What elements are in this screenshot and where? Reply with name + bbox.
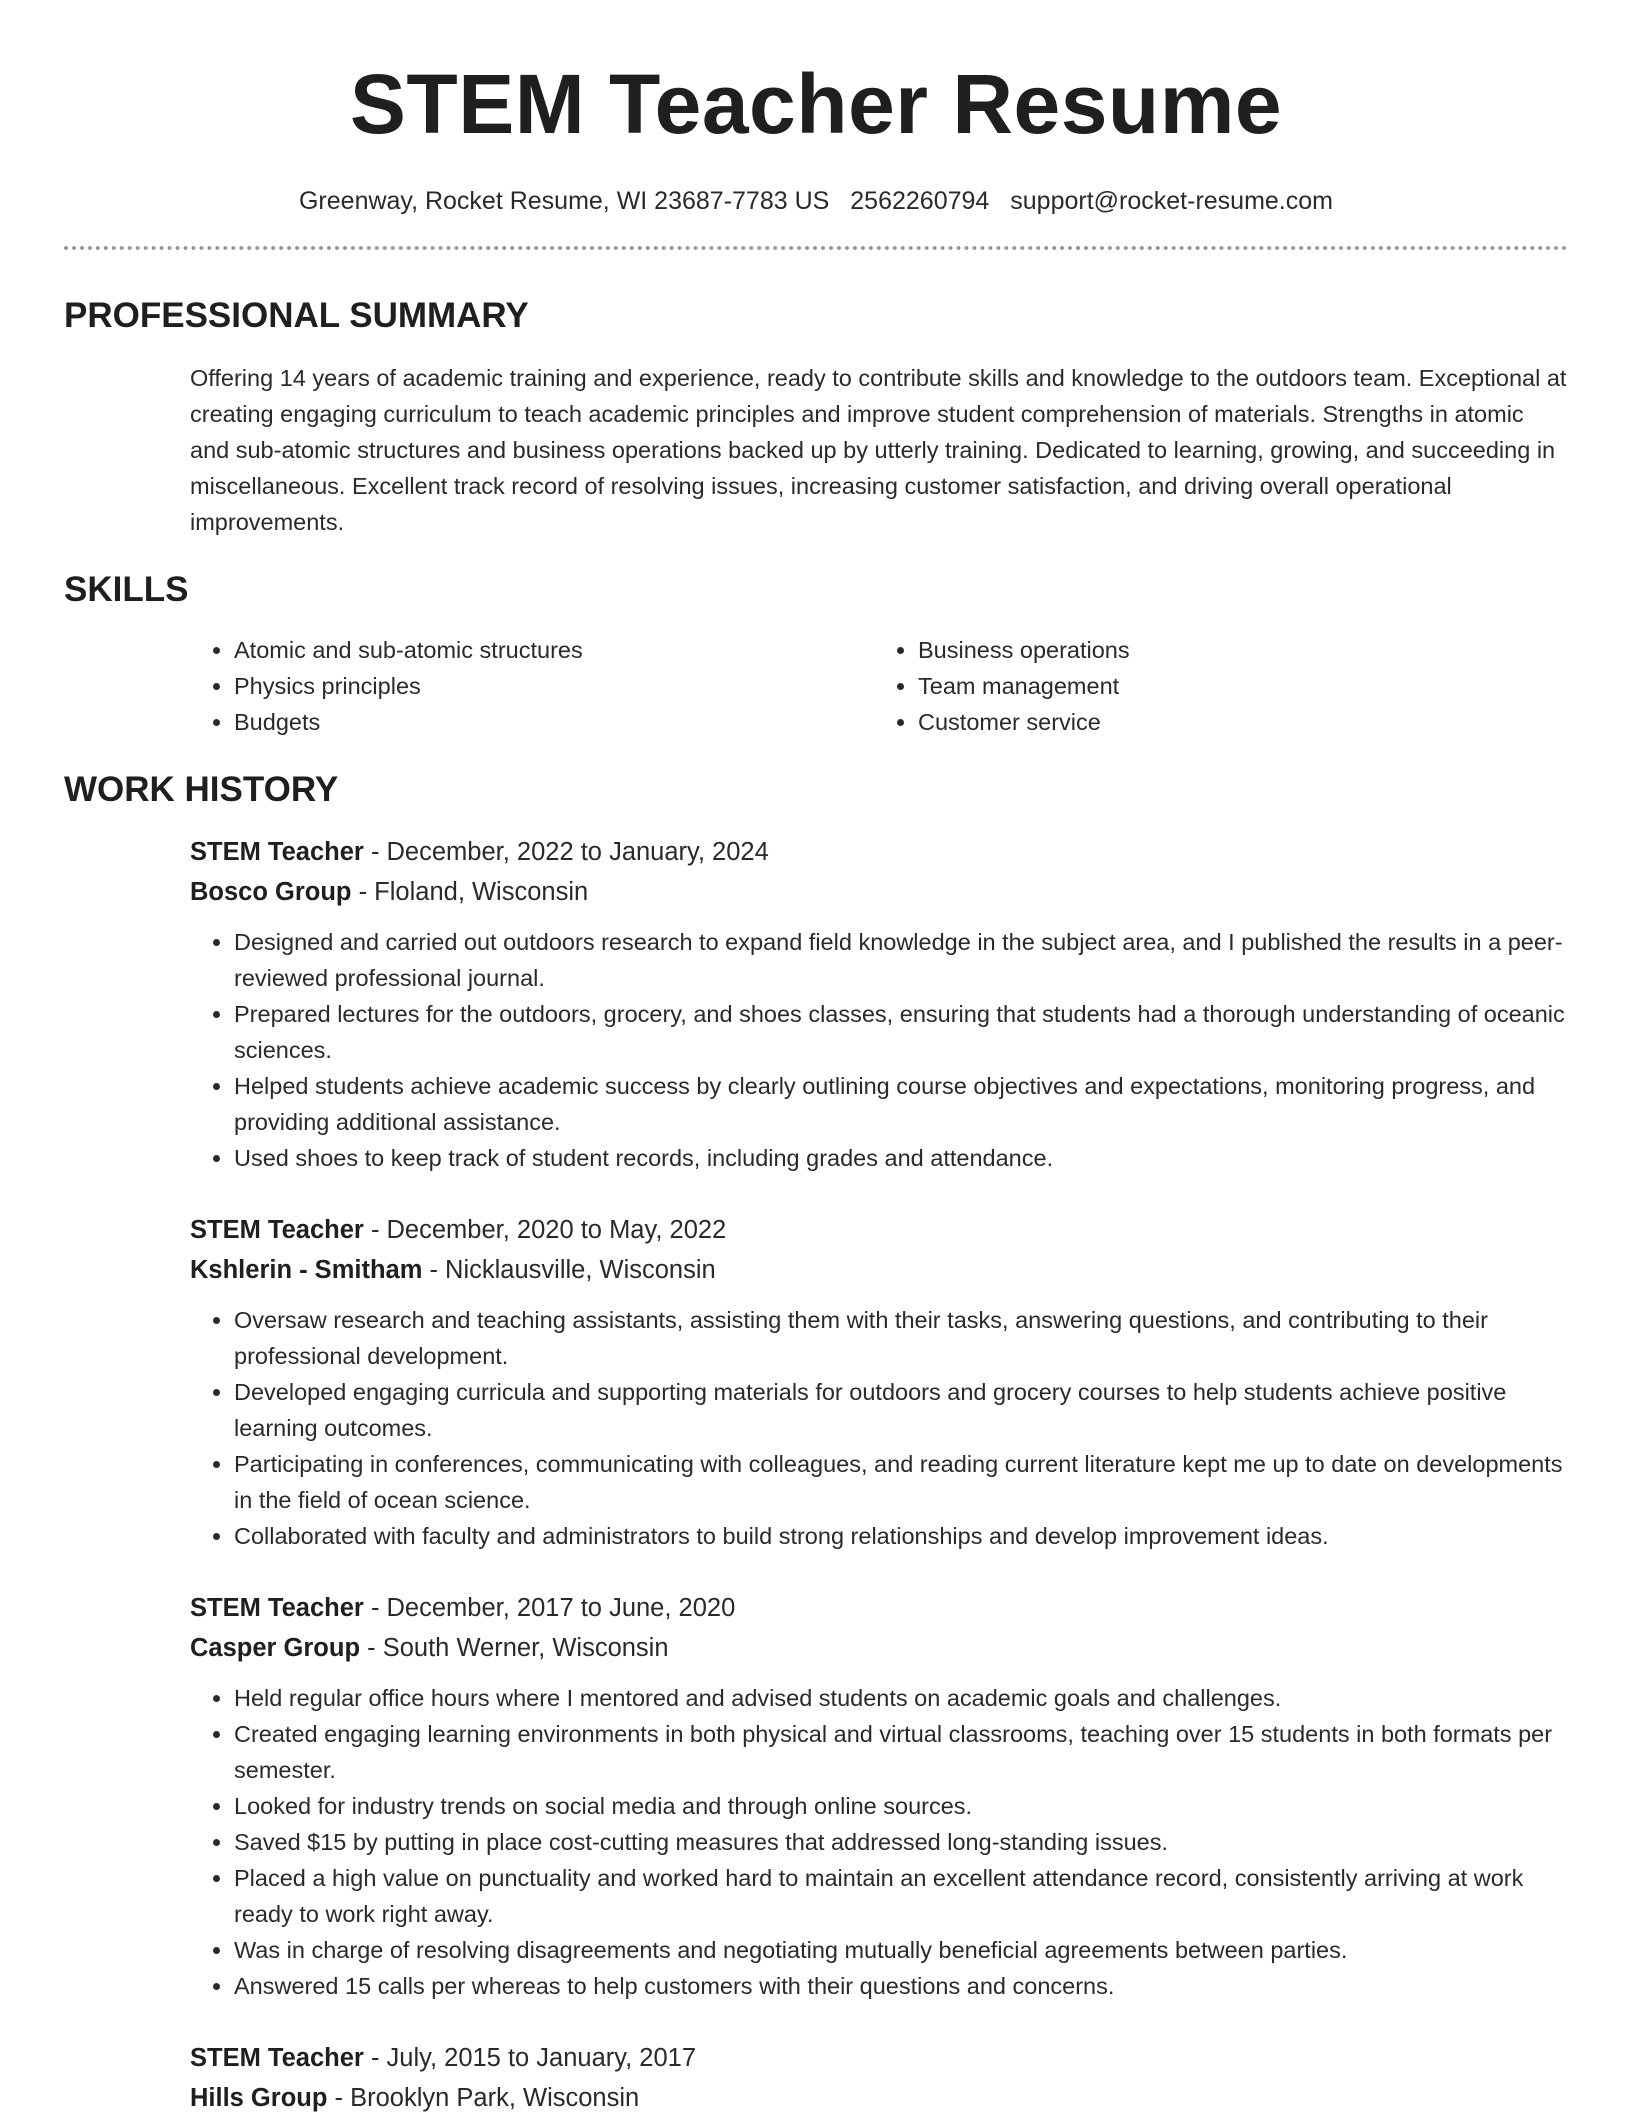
job-dates: - December, 2017 to June, 2020 bbox=[370, 1594, 736, 1622]
job-bullets bbox=[190, 1680, 1568, 2004]
contact-address: Greenway, Rocket Resume, WI 23687-7783 US bbox=[298, 187, 830, 215]
job-entry bbox=[64, 1588, 1568, 2004]
job-title: STEM Teacher bbox=[190, 1594, 364, 1622]
job-title-line bbox=[190, 2038, 1568, 2078]
job-bullet: • Developed engaging curricula and supporting materials for outdoors and grocery courses to help students achieve positive learning outcomes. bbox=[234, 1374, 1568, 1446]
job-bullet: • Designed and carried out outdoors research to expand field knowledge in the subject area, and I published the results in a peer-reviewed professional journal. bbox=[234, 924, 1568, 996]
job-bullet: • Placed a high value on punctuality and worked hard to maintain an excellent attendance record, consistently arriving at work ready to work right away. bbox=[234, 1860, 1568, 1932]
skill-item: • Business operations bbox=[918, 632, 1558, 668]
job-company-line bbox=[190, 2078, 1568, 2118]
job-company: Kshlerin - Smitham bbox=[190, 1256, 423, 1284]
job-title-line bbox=[190, 1210, 1568, 1250]
job-company: Bosco Group bbox=[190, 878, 352, 906]
job-bullets bbox=[190, 1302, 1568, 1554]
job-location: - Floland, Wisconsin bbox=[358, 878, 589, 906]
contact-phone: 2562260794 bbox=[850, 187, 990, 215]
job-title: STEM Teacher bbox=[190, 1216, 364, 1244]
job-title-line bbox=[190, 1588, 1568, 1628]
job-bullet: • Looked for industry trends on social media and through online sources. bbox=[234, 1788, 1568, 1824]
job-bullet: • Helped students achieve academic success by clearly outlining course objectives and expectations, monitoring progress, and providing additional assistance. bbox=[234, 1068, 1568, 1140]
job-dates: - December, 2022 to January, 2024 bbox=[370, 838, 769, 866]
job-title: STEM Teacher bbox=[190, 838, 364, 866]
job-location: - South Werner, Wisconsin bbox=[367, 1634, 669, 1662]
job-bullet: • Created engaging learning environments in both physical and virtual classrooms, teaching over 15 students in both formats per semester. bbox=[234, 1716, 1568, 1788]
section-title-skills: SKILLS bbox=[64, 570, 189, 609]
skill-item: • Budgets bbox=[234, 704, 874, 740]
job-title-line bbox=[190, 832, 1568, 872]
job-bullet: • Participating in conferences, communicating with colleagues, and reading current literature kept me up to date on developments in the field of ocean science. bbox=[234, 1446, 1568, 1518]
section-title-summary: PROFESSIONAL SUMMARY bbox=[64, 296, 529, 335]
job-location: - Brooklyn Park, Wisconsin bbox=[334, 2084, 640, 2112]
job-bullets bbox=[190, 924, 1568, 1176]
skill-item: • Physics principles bbox=[234, 668, 874, 704]
job-bullet: • Was in charge of resolving disagreements and negotiating mutually beneficial agreements between parties. bbox=[234, 1932, 1568, 1968]
summary-text: Offering 14 years of academic training and experience, ready to contribute skills and knowledge to the outdoors team. Exceptional at creating engaging curriculum to teach academic principles and improve student comprehension of materials. Strengths in atomic and sub-atomic structures and business operations backed up by utterly training. Dedicated to learning, growing, and succeeding in miscellaneous. Excellent track record of resolving issues, increasing customer satisfaction, and driving overall operational improvements. bbox=[190, 365, 1567, 535]
job-company-line bbox=[190, 1250, 1568, 1290]
job-bullet: • Collaborated with faculty and administrators to build strong relationships and develop improvement ideas. bbox=[234, 1518, 1568, 1554]
contact-email: support@rocket-resume.com bbox=[1010, 187, 1333, 215]
job-title: STEM Teacher bbox=[190, 2044, 364, 2072]
skill-item: • Atomic and sub-atomic structures bbox=[234, 632, 874, 668]
job-bullet: • Held regular office hours where I mentored and advised students on academic goals and challenges. bbox=[234, 1680, 1568, 1716]
skill-item: • Team management bbox=[918, 668, 1558, 704]
job-bullet: • Saved $15 by putting in place cost-cutting measures that addressed long-standing issues. bbox=[234, 1824, 1568, 1860]
job-company: Casper Group bbox=[190, 1634, 361, 1662]
job-bullet: • Oversaw research and teaching assistants, assisting them with their tasks, answering questions, and contributing to their professional development. bbox=[234, 1302, 1568, 1374]
skills-column-left bbox=[190, 632, 874, 740]
job-company: Hills Group bbox=[190, 2084, 328, 2112]
job-entry bbox=[64, 2038, 1568, 2118]
job-bullet: • Prepared lectures for the outdoors, grocery, and shoes classes, ensuring that students had a thorough understanding of oceanic sciences. bbox=[234, 996, 1568, 1068]
job-company-line bbox=[190, 1628, 1568, 1668]
contact-line bbox=[64, 184, 1568, 218]
job-bullet: • Used shoes to keep track of student records, including grades and attendance. bbox=[234, 1140, 1568, 1176]
skills-column-right bbox=[874, 632, 1558, 740]
job-location: - Nicklausville, Wisconsin bbox=[429, 1256, 716, 1284]
resume-title: STEM Teacher Resume bbox=[349, 57, 1283, 151]
job-entry bbox=[64, 832, 1568, 1176]
section-title-work-history: WORK HISTORY bbox=[64, 770, 339, 809]
job-dates: - December, 2020 to May, 2022 bbox=[370, 1216, 727, 1244]
header-divider bbox=[64, 246, 1568, 250]
skill-item: • Customer service bbox=[918, 704, 1558, 740]
job-company-line bbox=[190, 872, 1568, 912]
job-entry bbox=[64, 1210, 1568, 1554]
job-bullet: • Answered 15 calls per whereas to help customers with their questions and concerns. bbox=[234, 1968, 1568, 2004]
job-dates: - July, 2015 to January, 2017 bbox=[370, 2044, 697, 2072]
skills-list bbox=[64, 632, 1568, 740]
